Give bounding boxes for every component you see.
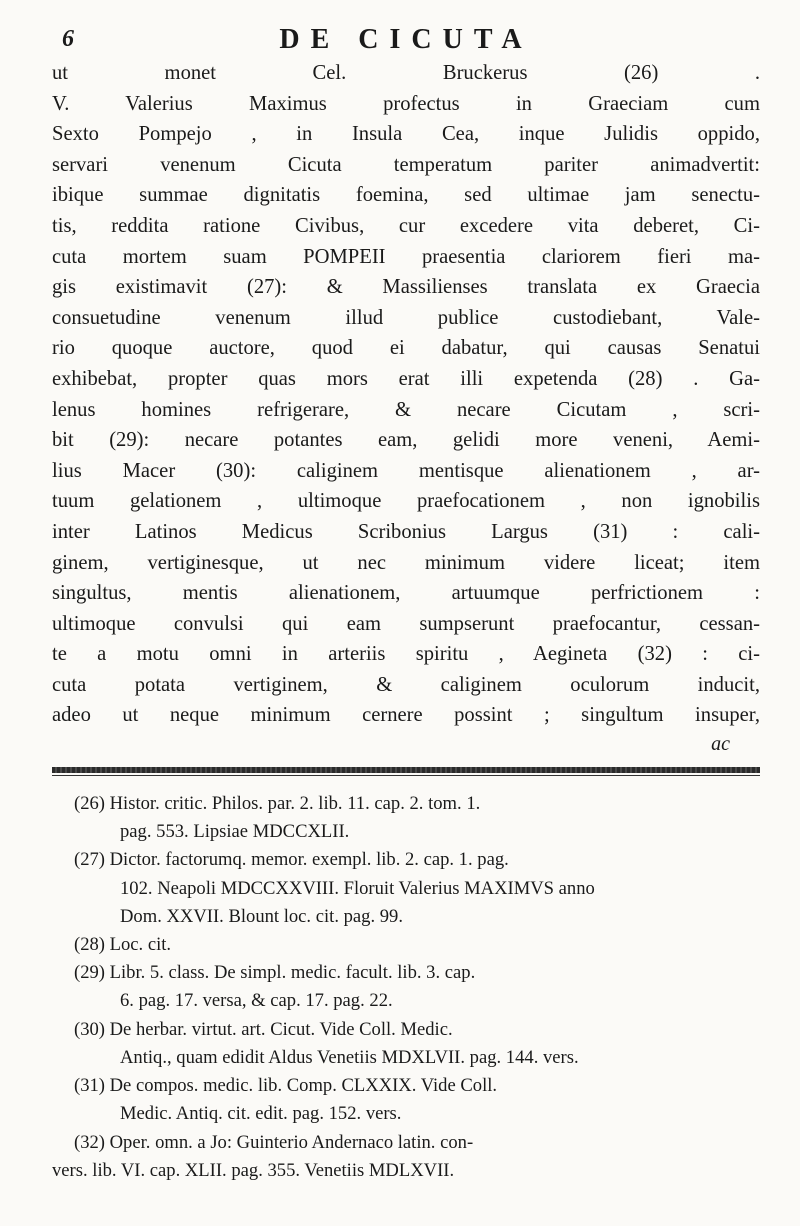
- text-line: ginem, vertiginesque, ut nec minimum videre liceat; item: [52, 551, 760, 574]
- text-line: inter Latinos Medicus Scribonius Largus (31) : cali-: [52, 520, 760, 543]
- footnote-line: 102. Neapoli MDCCXXVIII. Floruit Valerius MAXIMVS anno: [120, 877, 595, 899]
- running-title: DE CICUTA: [279, 24, 533, 55]
- text-line: lius Macer (30): caliginem mentisque alienationem , ar-: [52, 459, 760, 482]
- footnote-rule-thin: [52, 775, 760, 776]
- text-line: consuetudine venenum illud publice custodiebant, Vale-: [52, 306, 760, 329]
- footnote-line: pag. 553. Lipsiae MDCCXLII.: [120, 821, 350, 843]
- text-line: gis existimavit (27): & Massilienses translata ex Graecia: [52, 276, 760, 299]
- footnote-line: (31) De compos. medic. lib. Comp. CLXXIX. Vide Coll.: [74, 1075, 498, 1097]
- footnote-line: (32) Oper. omn. a Jo: Guinterio Andernaco latin. con-: [74, 1131, 474, 1153]
- text-line: te a motu omni in arteriis spiritu , Aegineta (32) : ci-: [52, 643, 760, 666]
- text-line: bit (29): necare potantes eam, gelidi more veneni, Aemi-: [52, 429, 760, 452]
- text-line: adeo ut neque minimum cernere possint ; singultum insuper,: [52, 704, 760, 727]
- text-line: exhibebat, propter quas mors erat illi expetenda (28) . Ga-: [52, 367, 760, 390]
- footnote-rule: [52, 767, 760, 773]
- footnote-line: (27) Dictor. factorumq. memor. exempl. lib. 2. cap. 1. pag.: [74, 849, 509, 871]
- text-line: lenus homines refrigerare, & necare Cicutam , scri-: [52, 398, 760, 421]
- catchword: ac: [711, 733, 730, 756]
- footnote-line: 6. pag. 17. versa, & cap. 17. pag. 22.: [120, 990, 393, 1012]
- text-line: servari venenum Cicuta temperatum pariter animadvertit:: [52, 153, 760, 176]
- footnote-line: Medic. Antiq. cit. edit. pag. 152. vers.: [120, 1103, 402, 1125]
- text-line: cuta mortem suam POMPEII praesentia clariorem fieri ma-: [52, 245, 760, 268]
- text-line: rio quoque auctore, quod ei dabatur, qui causas Senatui: [52, 337, 760, 360]
- book-page: [52, 24, 760, 1185]
- text-line: cuta potata vertiginem, & caliginem oculorum inducit,: [52, 673, 760, 696]
- footnote-line: Antiq., quam edidit Aldus Venetiis MDXLVII. pag. 144. vers.: [120, 1046, 579, 1068]
- text-line: tis, reddita ratione Civibus, cur excedere vita deberet, Ci-: [52, 214, 760, 237]
- page-number: 6: [62, 26, 74, 52]
- main-text: [52, 58, 760, 731]
- footnotes: [52, 790, 760, 1185]
- text-line: Sexto Pompejo , in Insula Cea, inque Julidis oppido,: [52, 123, 760, 146]
- text-line: ut monet Cel. Bruckerus (26) .: [52, 62, 760, 84]
- text-line: tuum gelationem , ultimoque praefocationem , non ignobilis: [52, 490, 760, 513]
- footnote-line: (29) Libr. 5. class. De simpl. medic. facult. lib. 3. cap.: [74, 962, 476, 984]
- footnote-line: (26) Histor. critic. Philos. par. 2. lib. 11. cap. 2. tom. 1.: [74, 793, 481, 815]
- footnote-line: vers. lib. VI. cap. XLII. pag. 355. Venetiis MDLXVII.: [52, 1159, 455, 1181]
- text-line: singultus, mentis alienationem, artuumque perfrictionem :: [52, 582, 760, 605]
- text-line: V. Valerius Maximus profectus in Graeciam cum: [52, 92, 760, 115]
- footnote-line: Dom. XXVII. Blount loc. cit. pag. 99.: [120, 905, 404, 927]
- page-header: [52, 24, 760, 58]
- footnote-line: (30) De herbar. virtut. art. Cicut. Vide Coll. Medic.: [74, 1018, 453, 1040]
- text-line: ultimoque convulsi qui eam sumpserunt praefocantur, cessan-: [52, 612, 760, 635]
- footnote-line: (28) Loc. cit.: [74, 934, 172, 956]
- text-line: ibique summae dignitatis foemina, sed ultimae jam senectu-: [52, 184, 760, 207]
